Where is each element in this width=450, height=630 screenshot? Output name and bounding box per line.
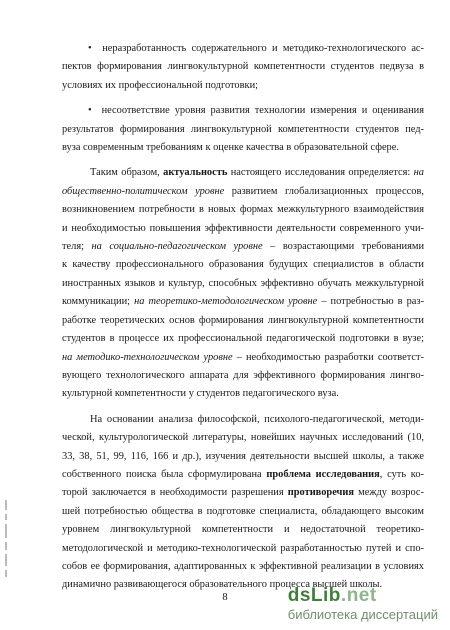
paragraph-line: динамично развивающегося образовательного процесса высшей школы.	[62, 579, 383, 591]
list-item-line: вуза современным требованиям к оценке качества в образовательной сфере.	[62, 142, 399, 154]
paragraph-line: 33, 38, 51, 99, 116, 166 и др.), изучения деятельности высшей школы, а также	[62, 450, 424, 462]
bullet-icon: •	[88, 43, 92, 54]
body-text	[62, 40, 424, 595]
list-item: • неразработанность содержательного и методико-технологического ас-	[88, 43, 424, 54]
paragraph-line: студентов в процессе их профессиональной педагогической подготовки в вузе;	[62, 333, 424, 345]
paragraph-line: возникновением потребности в новых формах межкультурного взаимодействия	[62, 204, 424, 216]
paragraph-line: ческой, культурологической литературы, новейших научных исследований (10,	[62, 432, 424, 444]
paragraph-line: торой заключается в необходимости разрешения противоречия между возрос-	[62, 487, 424, 499]
paragraph-line: коммуникации; на теоретико-методологическом уровне – потребностью в раз-	[62, 296, 424, 308]
paragraph-line: собственного поиска была сформулирована проблема исследования, суть ко-	[62, 468, 424, 480]
watermark-subtitle: библиотека диссертаций	[287, 607, 438, 622]
paragraph-line: уровнем лингвокультурной компетентности и недостаточной теоретико-	[62, 524, 424, 536]
paragraph-line: на методико-технологическом уровне – необходимостью разработки соответст-	[62, 351, 424, 363]
bullet-list	[62, 40, 424, 157]
paragraph-line: методологической и методико-технологической разработанностью путей и спо-	[62, 542, 424, 554]
paragraph-line: общественно-политическом уровне развитием глобализационных процессов,	[62, 185, 424, 197]
paragraph-problem	[62, 411, 424, 595]
paragraph-line: иностранных языков и культур, способных эффективно обучать межкультурной	[62, 277, 424, 289]
list-item-line: пектов формирования лингвокультурной компетентности студентов педвуза в	[62, 61, 424, 73]
paragraph-line: На основании анализа философской, психолого-педагогической, методи-	[90, 413, 424, 425]
watermark-logo[interactable]: dsLib.net	[287, 585, 377, 606]
paragraph-line: культурной компетентности у студентов педагогического вуза.	[62, 388, 339, 400]
watermark[interactable]	[288, 585, 438, 623]
paragraph-line: вующего технологического аппарата для эффективного формирования лингво-	[62, 369, 424, 381]
paragraph-line: Таким образом, актуальность настоящего исследования определяется: на	[90, 167, 424, 179]
paragraph-line: к качеству профессионального образования будущих специалистов в области	[62, 259, 424, 271]
bullet-icon: •	[88, 105, 92, 117]
term-relevance: актуальность	[163, 167, 228, 179]
paragraph-line: собов ее формирования, адаптированных к эффективной реализации в условиях	[62, 560, 424, 572]
list-item: • несоответствие уровня развития технологии измерения и оценивания	[88, 105, 424, 117]
list-item-line: условиях их профессиональной подготовки;	[62, 79, 259, 91]
paragraph-line: работке теоретических основ формирования лингвокультурной компетентности	[62, 314, 424, 326]
term-research-problem: проблема исследования	[266, 468, 380, 480]
term-contradiction: противоречия	[287, 487, 355, 499]
paragraph-line: и необходимостью повышения эффективности деятельности современного учи-	[62, 222, 424, 234]
list-item-line: результатов формирования лингвокультурной компетентности студентов пед-	[62, 123, 424, 135]
paragraph-relevance	[62, 164, 424, 403]
paragraph-line: теля; на социально-педагогическом уровне – возрастающими требованиями	[62, 241, 424, 253]
paragraph-line: шей потребностью общества в подготовке специалиста, обладающего высоким	[62, 505, 424, 517]
page-number: 8	[222, 592, 228, 603]
